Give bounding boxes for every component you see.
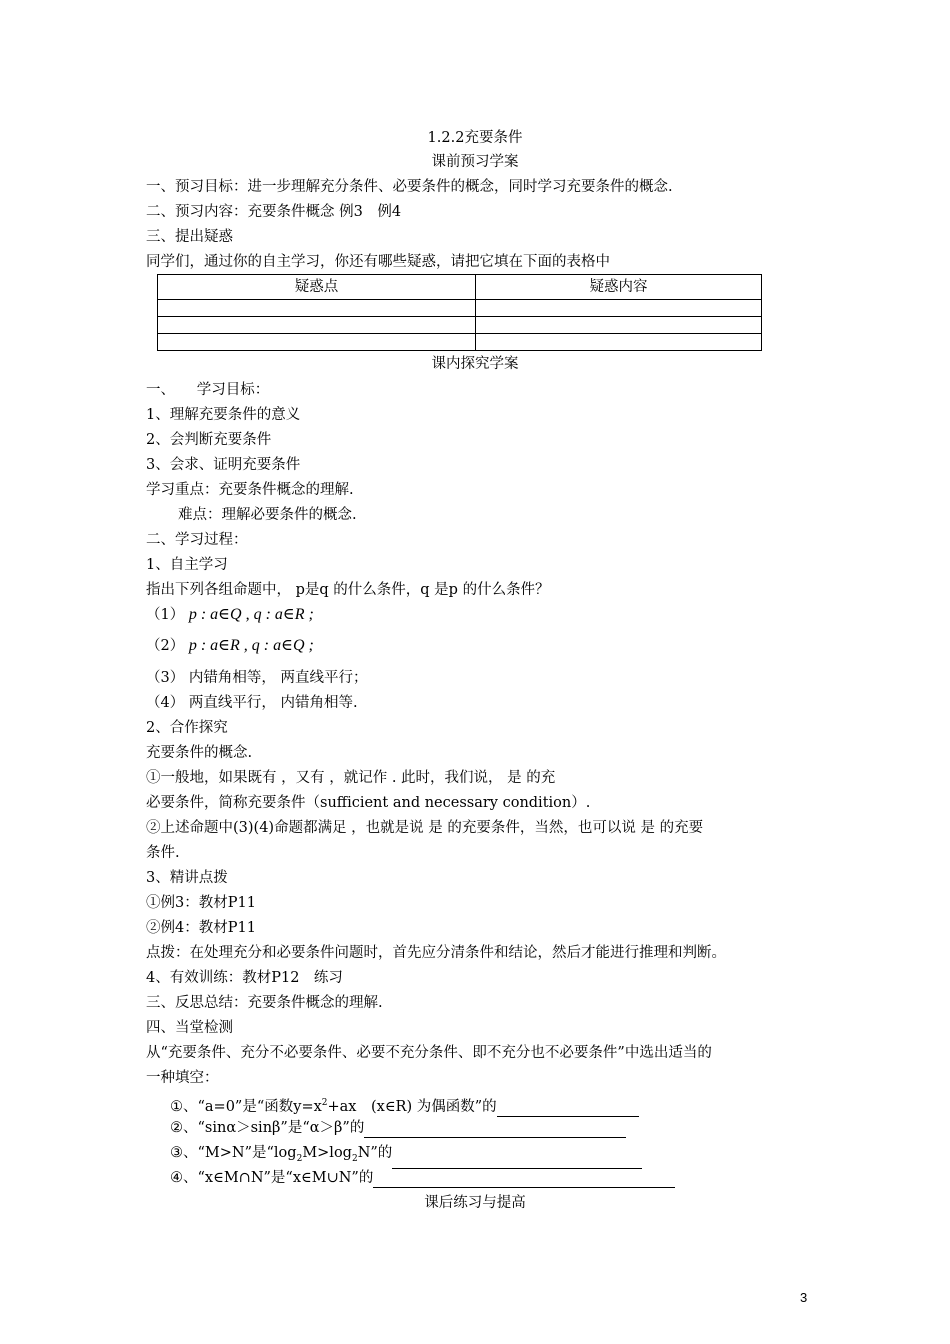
key-point: 学习重点：充要条件概念的理解. [146,482,354,498]
coop-heading: 2、合作探究 [146,720,228,736]
goals-heading: 一、 学习目标： [146,382,270,398]
check-prompt-line-1: 从“充要条件、充分不必要条件、必要不充分条件、即不充分也不必要条件”中选出适当的 [146,1045,712,1061]
preview-content: 二、预习内容：充要条件概念 例3 例4 [146,204,402,220]
question-3-text-a: ③、“M>N”是“log [170,1145,297,1161]
self-study-heading: 1、自主学习 [146,557,228,573]
page-title: 1.2.2充要条件 [427,130,523,146]
table-header-doubt-content: 疑惑内容 [476,275,762,300]
question-1 [170,1093,639,1117]
check-prompt-line-2: 一种填空： [146,1070,219,1086]
question-1-superscript: 2 [321,1098,328,1108]
concept-line-1: ①一般地，如果既有 ，又有 ，就记作 . 此时，我们说， 是 的充 [146,770,556,786]
table-cell[interactable] [158,334,476,351]
goal-item: 3、会求、证明充要条件 [146,457,301,473]
check-heading: 四、当堂检测 [146,1020,233,1036]
table-row [158,300,762,317]
example-3: ①例3：教材P11 [146,895,256,911]
question-4-text: ④、“x∈M∩N”是“x∈M∪N”的 [170,1170,374,1186]
section-heading-preview: 课前预习学案 [431,154,519,170]
item-3: （3） 内错角相等， 两直线平行； [146,670,368,686]
doubt-table [157,274,762,351]
question-1-text-b: +ax (x∈R) 为偶函数”的 [327,1098,497,1115]
question-2 [170,1118,626,1138]
question-3-text-c: N”的 [357,1145,393,1161]
question-2-text: ②、“sinα＞sinβ”是“α＞β”的 [170,1120,365,1136]
goal-item: 1、理解充要条件的意义 [146,407,301,423]
table-cell[interactable] [476,300,762,317]
item-2-number: （2） [146,638,185,654]
answer-blank[interactable] [364,1121,626,1138]
answer-blank[interactable] [497,1100,639,1117]
table-cell[interactable] [158,300,476,317]
item-2 [146,636,314,656]
process-heading: 二、学习过程： [146,532,248,548]
preview-goal: 一、预习目标：进一步理解充分条件、必要条件的概念，同时学习充要条件的概念. [146,179,673,195]
reflect: 三、反思总结：充要条件概念的理解. [146,995,383,1011]
example-4: ②例4：教材P11 [146,920,256,936]
preview-doubts-instruction: 同学们，通过你的自主学习，你还有哪些疑惑，请把它填在下面的表格中 [146,254,610,270]
table-cell[interactable] [476,317,762,334]
section-heading-after-class: 课后练习与提高 [424,1195,526,1211]
lecture-heading: 3、精讲点拨 [146,870,228,886]
item-1 [146,605,314,625]
goal-item: 2、会判断充要条件 [146,432,272,448]
question-4 [170,1168,675,1188]
concept-heading: 充要条件的概念. [146,745,253,761]
answer-blank[interactable] [392,1152,642,1169]
question-3-subscript: 2 [351,1153,358,1164]
table-header-doubt-point: 疑惑点 [158,275,476,300]
question-1-text-a: ①、“a=0”是“函数y=x [170,1098,322,1115]
table-row [158,317,762,334]
item-1-math: p : a∈Q , q : a∈R ; [188,606,314,623]
item-4: （4） 两直线平行， 内错角相等. [146,695,358,711]
table-cell[interactable] [158,317,476,334]
preview-doubts-heading: 三、提出疑惑 [146,229,233,245]
difficulty: 难点：理解必要条件的概念. [178,507,357,523]
answer-blank[interactable] [373,1171,675,1188]
item-1-number: （1） [146,607,185,623]
question-3 [170,1143,642,1169]
section-heading-class: 课内探究学案 [431,356,519,372]
item-2-math: p : a∈R , q : a∈Q ; [188,637,314,654]
concept-line-2: 必要条件，简称充要条件（sufficient and necessary condition）. [146,795,591,811]
practice: 4、有效训练：教材P12 练习 [146,970,343,986]
concept-line-4: 条件. [146,845,180,861]
concept-line-3: ②上述命题中(3)(4)命题都满足 ，也就是说 是 的充要条件，当然，也可以说 是 的充要 [146,820,704,836]
hint: 点拨：在处理充分和必要条件问题时，首先应分清条件和结论，然后才能进行推理和判断。 [146,945,726,961]
question-3-text-b: M>log [302,1145,352,1161]
table-row [158,334,762,351]
page-number: 3 [800,1290,808,1305]
table-cell[interactable] [476,334,762,351]
self-study-prompt: 指出下列各组命题中， p是q 的什么条件，q 是p 的什么条件？ [146,582,550,598]
question-3-subscript: 2 [296,1153,303,1164]
